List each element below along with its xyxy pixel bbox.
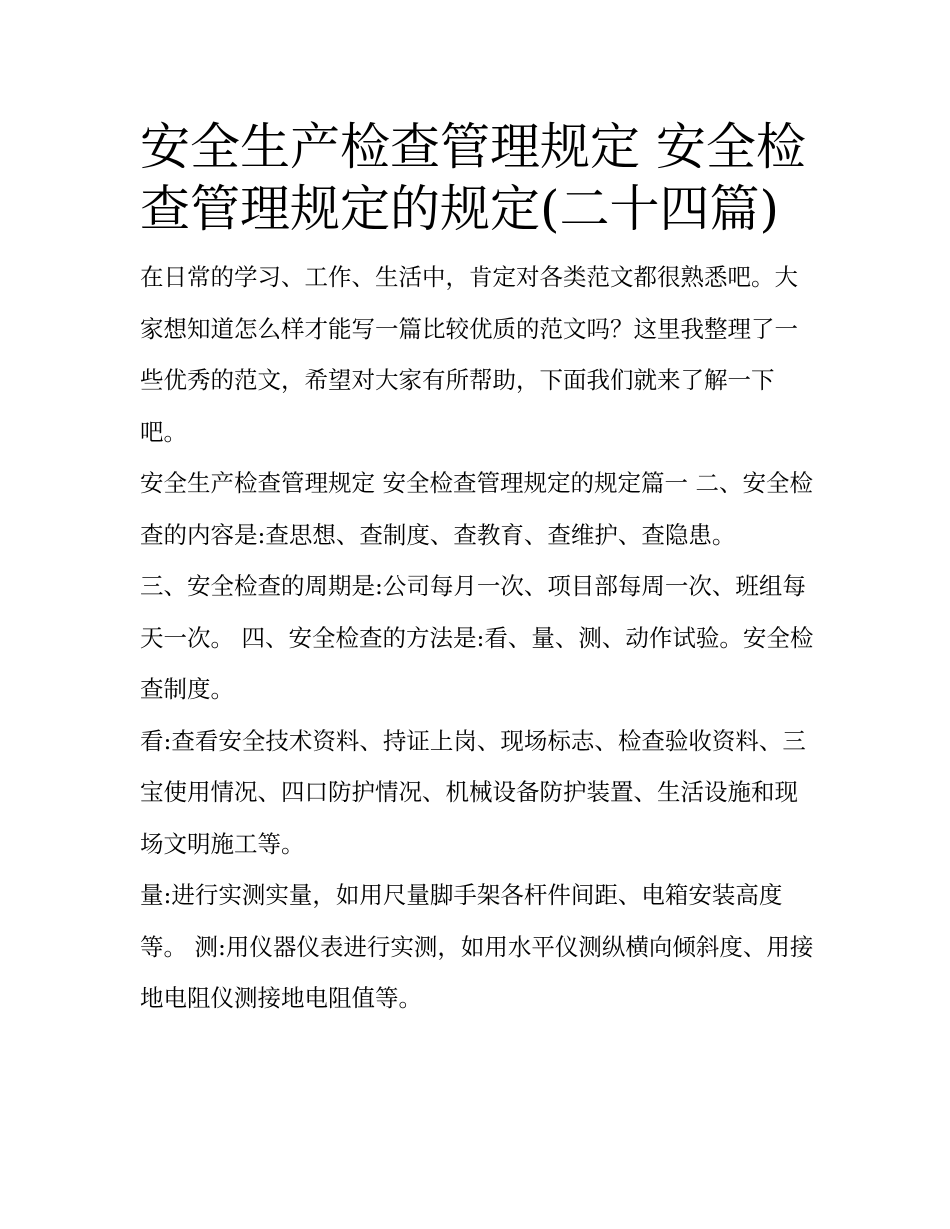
paragraph-inspection-cycle: 三、安全检查的周期是:公司每月一次、项目部每周一次、班组每天一次。 四、安全检查的方法是:看、量、测、动作试验。安全检查制度。: [140, 572, 814, 703]
paragraph-intro: 在日常的学习、工作、生活中，肯定对各类范文都很熟悉吧。大家想知道怎么样才能写一篇比较优质的范文吗？这里我整理了一些优秀的范文，希望对大家有所帮助，下面我们就来了解一下吧。: [140, 263, 798, 446]
paragraph-inspection-content: 安全生产检查管理规定 安全检查管理规定的规定篇一 二、安全检查的内容是:查思想、查制度、查教育、查维护、查隐患。: [140, 469, 813, 549]
paragraph-look: 看:查看安全技术资料、持证上岗、现场标志、检查验收资料、三宝使用情况、四口防护情况、机械设备防护装置、生活设施和现场文明施工等。: [140, 726, 806, 858]
document-body: [140, 116, 820, 1025]
paragraph-measure: 量:进行实测实量，如用尺量脚手架各杆件间距、电箱安装高度等。 测:用仪器仪表进行实测，如用水平仪测纵横向倾斜度、用接地电阻仪测接地电阻值等。: [140, 881, 814, 1012]
document-title: 安全生产检查管理规定 安全检查管理规定的规定(二十四篇): [140, 118, 806, 238]
